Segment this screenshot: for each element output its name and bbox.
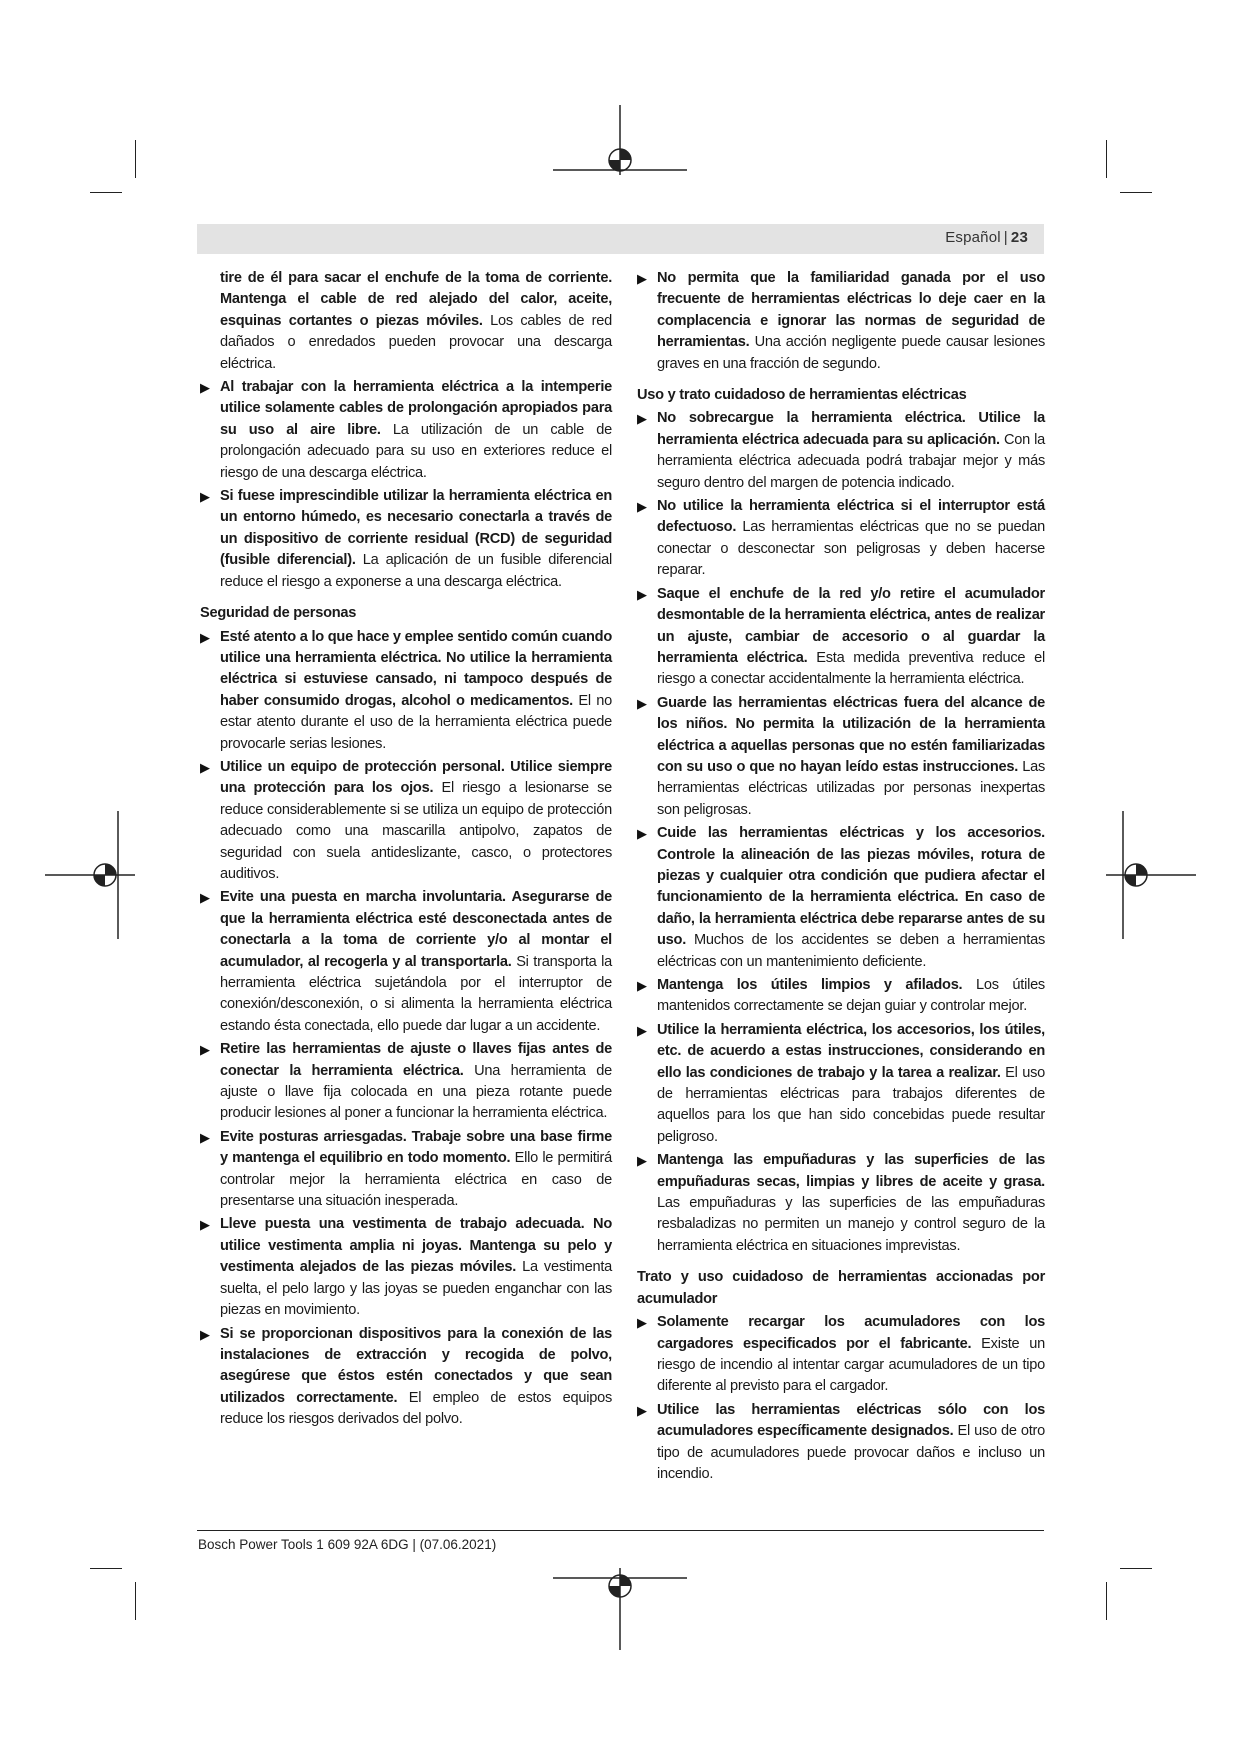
registration-mark-bottom-icon [550,1568,690,1658]
page-number: 23 [1010,229,1028,246]
bullet-item: ▶ Lleve puesta una vestimenta de trabajo adecuada. No utilice vestimenta amplia ni joyas. Mantenga su pelo y vestimenta alejados de las piezas móviles. La vestimenta suelta, el pelo largo y las joyas se pueden enganchar con las piezas en movimiento. [200,1216,612,1319]
bullet-item: ▶ Evite posturas arriesgadas. Trabaje sobre una base firme y mantenga el equilibrio en todo momento. Ello le permitirá controlar mejor la herramienta eléctrica en caso de presentarse una situación inesperada. [200,1128,612,1210]
crop-mark-top-left-h [90,192,122,193]
section-heading: Trato y uso cuidadoso de herramientas accionadas por acumulador [637,1269,1045,1307]
page-footer: Bosch Power Tools 1 609 92A 6DG | (07.06.2021) [198,1537,497,1552]
registration-mark-left-icon [45,805,135,945]
intro-text: Los cables de red dañados o enredados pueden provocar una descarga eléctrica. [220,312,612,372]
arrow-bullet-icon: ▶ [200,380,210,396]
bullet-item: ▶ Guarde las herramientas eléctricas fuera del alcance de los niños. No permita la utilización de la herramienta eléctrica a aquellas personas que no estén familiarizadas con su uso o que no hayan leído estas instrucciones. Las herramientas eléctricas utilizadas por personas inexpertas son peligrosas. [637,694,1045,818]
bullet-item: ▶ Solamente recargar los acumuladores con los cargadores especificados por el fabricante. Existe un riesgo de incendio al intentar cargar acumuladores de un tipo diferente al previsto para el cargador. [637,1314,1045,1395]
crop-mark-top-right-h [1120,192,1152,193]
bullet-item: ▶ Utilice un equipo de protección personal. Utilice siempre una protección para los ojos. El riesgo a lesionarse se reduce considerablemente si se utiliza un equipo de protección adecuado como una mascarilla antipolvo, zapatos de seguridad con suela antideslizante, casco, o protectores auditivos. [200,758,613,882]
arrow-bullet-icon: ▶ [200,629,210,645]
arrow-bullet-icon: ▶ [637,1022,647,1038]
registration-mark-top-icon [550,105,690,195]
arrow-bullet-icon: ▶ [637,1402,647,1418]
section-heading: Uso y trato cuidadoso de herramientas eléctricas [637,387,967,404]
bullet-item: ▶ No permita que la familiaridad ganada por el uso frecuente de herramientas eléctricas lo deje caer en la complacencia e ignorar las normas de seguridad de herramientas. Una acción negligente puede causar lesiones graves en una fracción de segundo. [637,270,1045,372]
crop-mark-top-right [1106,140,1107,178]
bullet-item: ▶ Utilice las herramientas eléctricas sólo con los acumuladores específicamente designados. El uso de otro tipo de acumuladores puede provocar daños e incluso un incendio. [637,1401,1045,1482]
bullet-item: ▶ Si se proporcionan dispositivos para la conexión de las instalaciones de extracción y recogida de polvo, asegúrese que éstos estén conectados y que sean utilizados correctamente. El empleo de estos equipos reduce los riesgos derivados del polvo. [200,1325,612,1428]
arrow-bullet-icon: ▶ [200,1129,210,1145]
intro-paragraph [200,268,612,375]
crop-mark-bottom-left [135,1582,136,1620]
arrow-bullet-icon: ▶ [637,978,647,993]
arrow-bullet-icon: ▶ [200,1326,210,1342]
section-heading: Seguridad de personas [200,605,357,622]
arrow-bullet-icon: ▶ [637,586,647,602]
bullet-item: ▶ Mantenga los útiles limpios y afilados. Los útiles mantenidos correctamente se dejan guiar y controlar mejor. [637,977,1045,1015]
header-language: Español [945,229,1001,246]
right-column [637,268,1045,1487]
bullet-item: ▶ Si fuese imprescindible utilizar la herramienta eléctrica en un entorno húmedo, es necesario conectarla a través de un dispositivo de corriente residual (RCD) de seguridad (fusible diferencial). La aplicación de un fusible diferencial reduce el riesgo a exponerse a una descarga eléctrica. [200,488,613,590]
registration-mark-right-icon [1106,805,1196,945]
header-text [945,229,1028,246]
arrow-bullet-icon: ▶ [637,1153,647,1169]
arrow-bullet-icon: ▶ [637,826,647,842]
crop-mark-top-left [135,140,136,178]
bullet-item: ▶ Cuide las herramientas eléctricas y los accesorios. Controle la alineación de las piezas móviles, rotura de piezas y cualquier otra condición que pudiera afectar el funcionamiento de la herramienta eléctrica. En caso de daño, la herramienta eléctrica debe repararse antes de su uso. Muchos de los accidentes se deben a herramientas eléctricas con un mantenimiento deficiente. [637,825,1045,970]
header-separator: | [1003,229,1008,246]
arrow-bullet-icon: ▶ [637,499,647,515]
page-header [197,224,1044,254]
crop-mark-bottom-left-h [90,1568,122,1569]
bullet-item: ▶ Mantenga las empuñaduras y las superficies de las empuñaduras secas, limpias y libres de aceite y grasa. Las empuñaduras y las superficies de las empuñaduras resbaladizas no permiten un manejo y control seguro de la herramienta eléctrica en situaciones imprevistas. [637,1152,1045,1254]
left-column [200,268,612,1433]
arrow-bullet-icon: ▶ [200,489,210,505]
bullet-item: ▶ Evite una puesta en marcha involuntaria. Asegurarse de que la herramienta eléctrica esté desconectada antes de conectarla a la toma de corriente y/o al montar el acumulador, al recogerla y al transportarla. Si transporta la herramienta eléctrica sujetándola por el interruptor de conexión/desconexión, o si alimenta la herramienta eléctrica estando ésta conectada, ello puede dar lugar a un accidente. [200,889,612,1034]
bullet-item: ▶ Saque el enchufe de la red y/o retire el acumulador desmontable de la herramienta eléctrica, antes de realizar un ajuste, cambiar de accesorio o al guardar la herramienta eléctrica. Esta medida preventiva reduce el riesgo a conectar accidentalmente la herramienta eléctrica. [637,585,1045,688]
arrow-bullet-icon: ▶ [200,890,210,906]
footer-rule [197,1530,1044,1531]
bullet-item: ▶ Esté atento a lo que hace y emplee sentido común cuando utilice una herramienta eléctrica. No utilice la herramienta eléctrica si estuviese cansado, ni tampoco después de haber consumido drogas, alcohol o medicamentos. El no estar atento durante el uso de la herramienta eléctrica puede provocarle serias lesiones. [200,628,612,752]
arrow-bullet-icon: ▶ [637,695,647,711]
arrow-bullet-icon: ▶ [200,1217,210,1233]
arrow-bullet-icon: ▶ [200,759,210,775]
arrow-bullet-icon: ▶ [200,1042,210,1058]
bullet-item: ▶ Al trabajar con la herramienta eléctrica a la intemperie utilice solamente cables de prolongación apropiados para su uso al aire libre. La utilización de un cable de prolongación adecuado para su uso en exteriores reduce el riesgo de una descarga eléctrica. [200,379,612,481]
arrow-bullet-icon: ▶ [637,1315,647,1331]
bullet-item: ▶ Utilice la herramienta eléctrica, los accesorios, los útiles, etc. de acuerdo a estas instrucciones, considerando en ello las condiciones de trabajo y la tarea a realizar. El uso de herramientas eléctricas para trabajos diferentes de aquellos para los que han sido concebidas puede resultar peligroso. [637,1021,1045,1145]
crop-mark-bottom-right [1106,1582,1107,1620]
bullet-item: ▶ No sobrecargue la herramienta eléctrica. Utilice la herramienta eléctrica adecuada para su aplicación. Con la herramienta eléctrica adecuada podrá trabajar mejor y más seguro dentro del margen de potencia indicado. [637,410,1046,491]
crop-mark-bottom-right-h [1120,1568,1152,1569]
intro-bold: tire de él para sacar el enchufe de la toma de corriente. Mantenga el cable de red alejado del calor, aceite, esquinas cortantes o piezas móviles. [220,270,612,329]
bullet-item: ▶ Retire las herramientas de ajuste o llaves fijas antes de conectar la herramienta eléctrica. Una herramienta de ajuste o llave fija colocada en una pieza rotante puede producir lesiones al poner a funcionar la herramienta eléctrica. [200,1041,613,1122]
arrow-bullet-icon: ▶ [637,411,647,427]
bullet-item: ▶ No utilice la herramienta eléctrica si el interruptor está defectuoso. Las herramientas eléctricas que no se puedan conectar o desconectar son peligrosas y deben hacerse reparar. [637,498,1045,579]
arrow-bullet-icon: ▶ [637,271,647,286]
